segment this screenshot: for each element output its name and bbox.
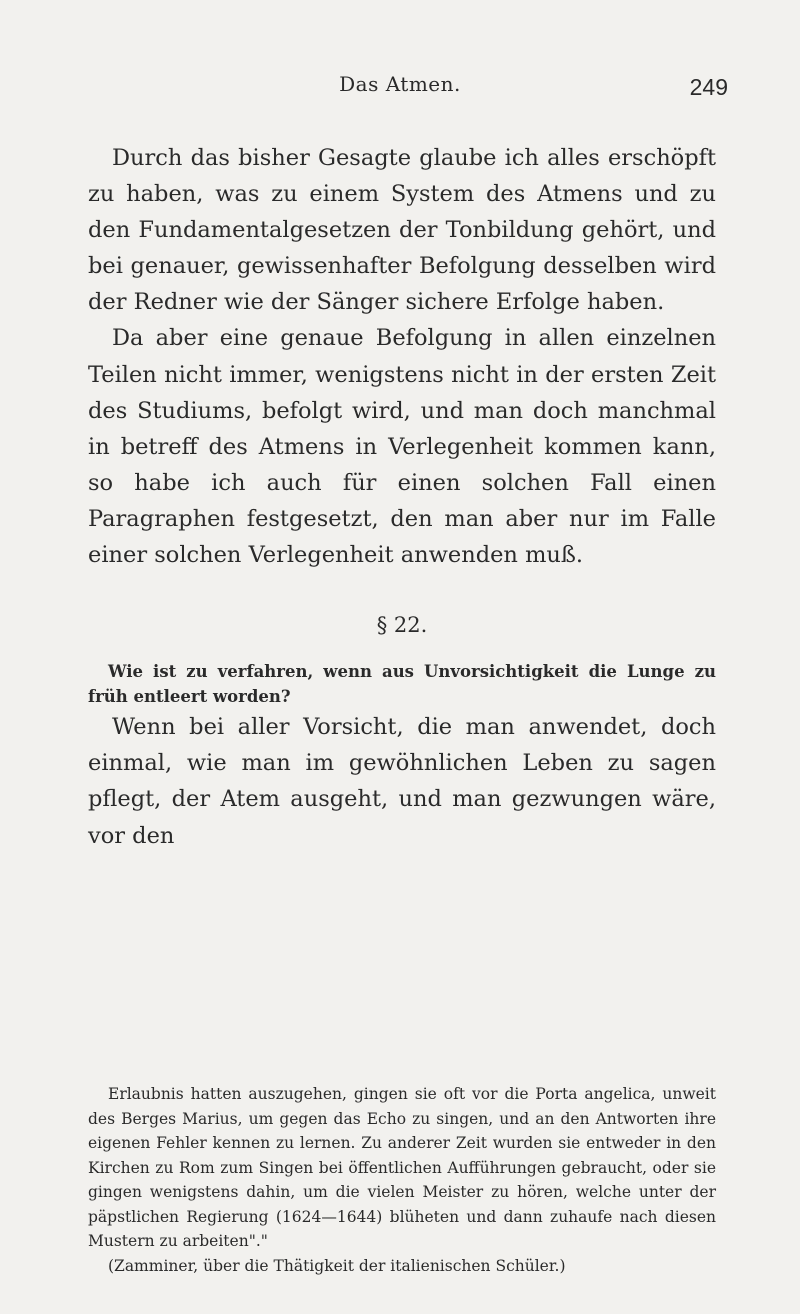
footnote <box>88 1082 716 1278</box>
section-number: § 22. <box>376 613 428 638</box>
section-heading: Wie ist zu verfahren, wenn aus Unvorsichtigkeit die Lunge zu früh entleert worden? <box>88 662 716 707</box>
paragraph: Durch das bisher Gesagte glaube ich alles erschöpft zu haben, was zu einem System des Atmens und zu den Fundamentalgesetzen der Tonbildung gehört, und bei genauer, gewissenhafter Befolgung desselben wird der Redner wie der Sänger sichere Erfolge haben. <box>88 145 716 316</box>
page-number: 249 <box>689 74 728 100</box>
running-head <box>0 58 800 98</box>
paragraph: Da aber eine genaue Befolgung in allen einzelnen Teilen nicht immer, wenigstens nicht in der ersten Zeit des Studiums, befolgt wird, und man doch manchmal in betreff des Atmens in Verlegenheit kommen kann, so habe ich auch für einen solchen Fall einen Paragraphen festgesetzt, den man aber nur im Falle einer solchen Verlegenheit anwenden muß. <box>88 325 716 569</box>
footnote-attribution: (Zamminer, über die Thätigkeit der italienischen Schüler.) <box>108 1256 566 1275</box>
footnote-text: Erlaubnis hatten auszugehen, gingen sie oft vor die Porta angelica, unweit des Berges Marius, um gegen das Echo zu singen, und an den Antworten ihre eigenen Fehler kennen zu lernen. Zu anderer Zeit wurden sie entweder in den Kirchen zu Rom zum Singen bei öffentlichen Aufführungen gebraucht, oder sie gingen wenigstens dahin, um die vielen Meister zu hören, welche unter der päpstlichen Regierung (1624—1644) blüheten und dann zuhaufe nach diesen Mustern zu arbeiten"." <box>88 1085 716 1250</box>
main-text <box>88 140 716 854</box>
running-title: Das Atmen. <box>339 72 461 96</box>
paragraph: Wenn bei aller Vorsicht, die man anwendet, doch einmal, wie man im gewöhnlichen Leben zu sagen pflegt, der Atem ausgeht, und man gezwungen wäre, vor den <box>88 714 716 849</box>
